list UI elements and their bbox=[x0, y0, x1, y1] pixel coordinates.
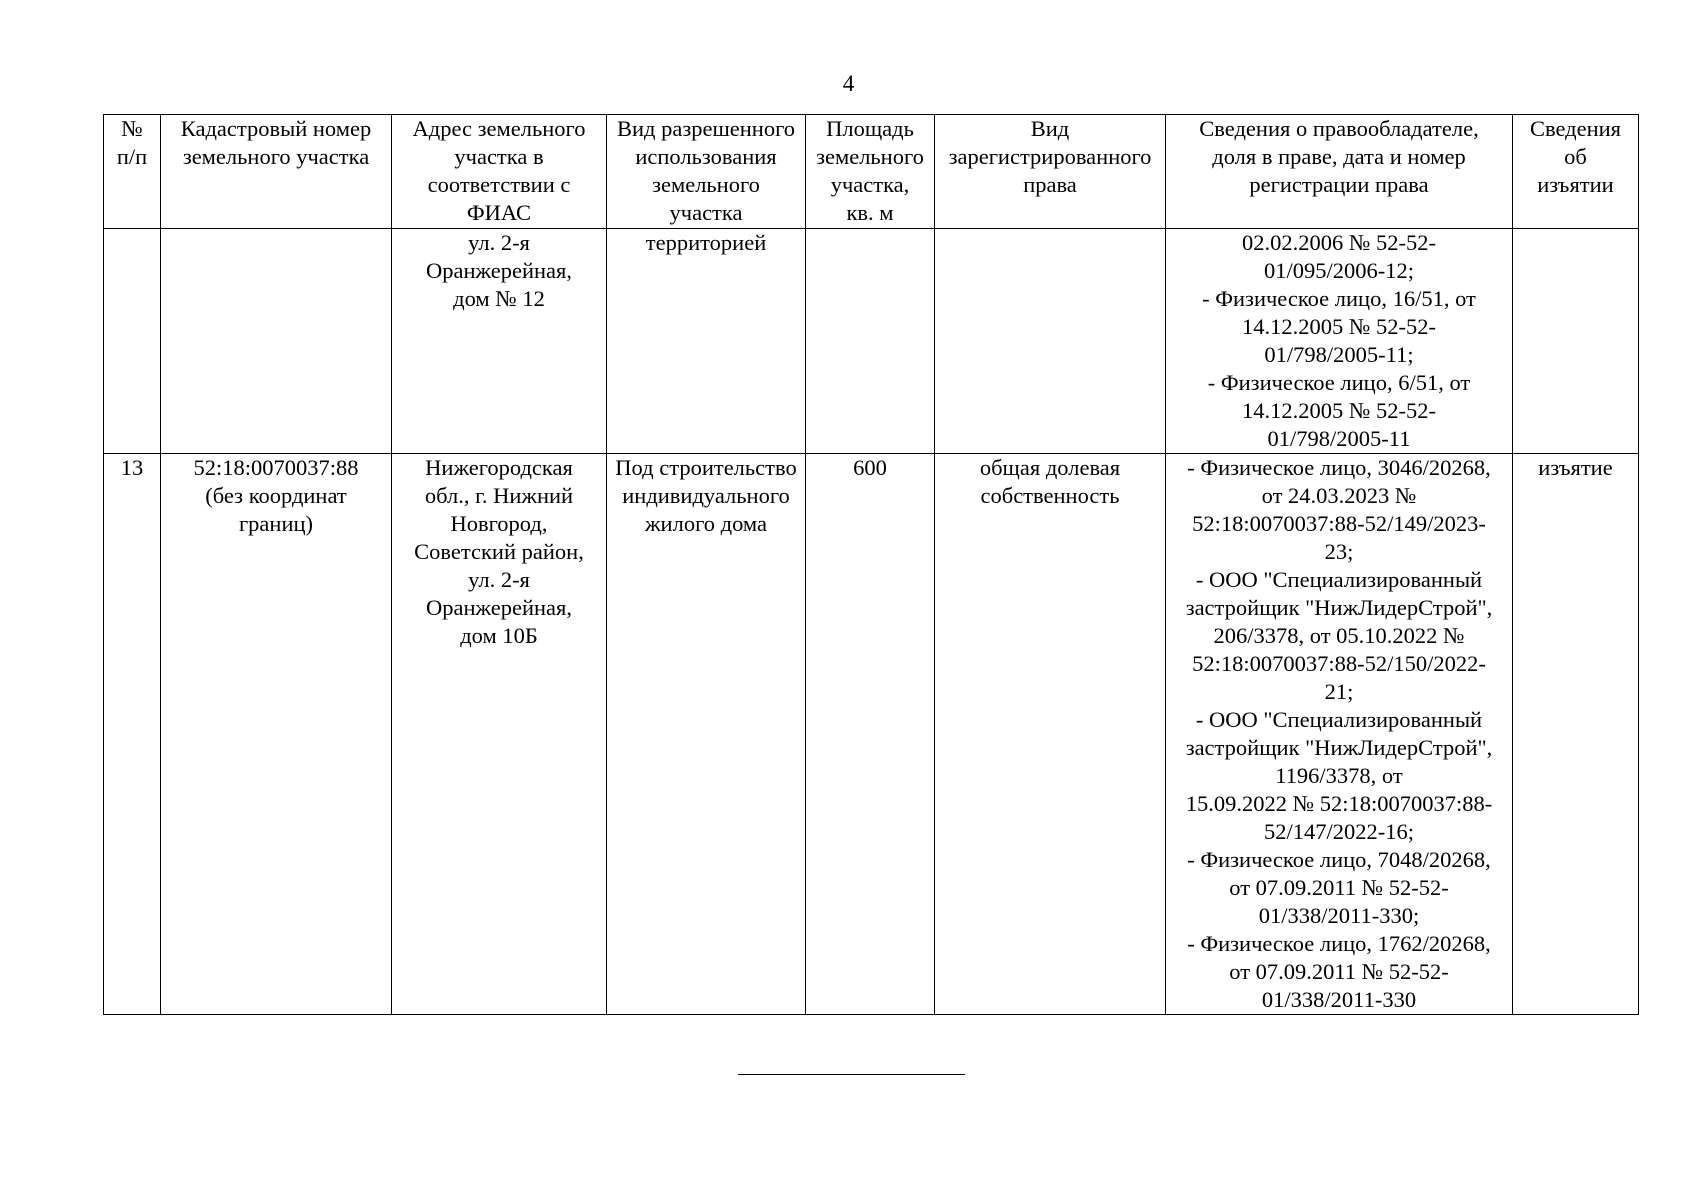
table-row bbox=[104, 229, 1639, 454]
cell-text-line: от 24.03.2023 № bbox=[1261, 483, 1417, 508]
cell-text-line: соответствии с bbox=[427, 172, 571, 197]
cell-text-line: - Физическое лицо, 1762/20268, bbox=[1187, 931, 1491, 956]
cell-right-type bbox=[935, 229, 1166, 454]
header-row-number bbox=[104, 115, 161, 229]
cell-text-line: права bbox=[1023, 172, 1077, 197]
cell-text-line: жилого дома bbox=[645, 511, 767, 536]
cell-text-line: - Физическое лицо, 6/51, от bbox=[1207, 370, 1471, 395]
cell-row-number bbox=[104, 454, 161, 1015]
cell-seizure-info bbox=[1513, 229, 1639, 454]
cell-text-line: земельного bbox=[816, 144, 924, 169]
header-permitted-use bbox=[607, 115, 806, 229]
cell-text-line: Сведения о правообладателе, bbox=[1199, 116, 1479, 141]
cell-text-line: Под строительство bbox=[615, 455, 797, 480]
cell-text-line: - Физическое лицо, 16/51, от bbox=[1202, 286, 1476, 311]
page-number: 4 bbox=[842, 71, 855, 96]
cell-text-line: об bbox=[1564, 144, 1587, 169]
cell-area bbox=[806, 229, 935, 454]
cell-address bbox=[392, 229, 607, 454]
cell-text-line: Кадастровый номер bbox=[180, 116, 372, 141]
cell-text-line: ФИАС bbox=[466, 200, 532, 225]
footnote-rule bbox=[738, 1074, 965, 1075]
cell-text-line: Вид разрешенного bbox=[616, 116, 796, 141]
cell-text-line: 23; bbox=[1324, 539, 1354, 564]
cell-text-line: кв. м bbox=[846, 200, 894, 225]
cell-text-line: Оранжерейная, bbox=[425, 595, 573, 620]
cell-text-line: 52:18:0070037:88-52/149/2023- bbox=[1192, 511, 1486, 536]
cell-text-line: 14.12.2005 № 52-52- bbox=[1242, 314, 1436, 339]
header-area bbox=[806, 115, 935, 229]
cell-text-line: Советский район, bbox=[414, 539, 584, 564]
cell-text-line: застройщик "НижЛидерСтрой", bbox=[1185, 595, 1493, 620]
cell-text-line: - Физическое лицо, 3046/20268, bbox=[1187, 455, 1491, 480]
cell-text-line: Нижегородская bbox=[425, 455, 573, 480]
header-right-type bbox=[935, 115, 1166, 229]
cell-text-line: земельного bbox=[652, 172, 760, 197]
cell-text-line: участка, bbox=[830, 172, 910, 197]
cell-text-line: ул. 2-я bbox=[468, 230, 530, 255]
cell-text-line: границ) bbox=[238, 511, 314, 536]
cell-text-line: собственность bbox=[980, 483, 1120, 508]
cell-text-line: застройщик "НижЛидерСтрой", bbox=[1185, 735, 1493, 760]
cell-text-line: от 07.09.2011 № 52-52- bbox=[1229, 959, 1449, 984]
cell-text-line: 01/338/2011-330; bbox=[1258, 903, 1420, 928]
cell-text-line: индивидуального bbox=[622, 483, 790, 508]
cell-text-line: 52:18:0070037:88-52/150/2022- bbox=[1192, 651, 1486, 676]
cell-text-line: дом № 12 bbox=[453, 286, 545, 311]
cell-text-line: 15.09.2022 № 52:18:0070037:88- bbox=[1185, 791, 1493, 816]
cell-seizure-info bbox=[1513, 454, 1639, 1015]
cell-text-line: регистрации права bbox=[1249, 172, 1429, 197]
cell-text-line: Сведения bbox=[1529, 116, 1622, 141]
cell-text-line: ул. 2-я bbox=[468, 567, 530, 592]
cell-text-line: - ООО "Специализированный bbox=[1195, 707, 1483, 732]
header-seizure-info bbox=[1513, 115, 1639, 229]
cell-text-line: Площадь bbox=[826, 116, 914, 141]
cell-text-line: земельного участка bbox=[182, 144, 370, 169]
cell-text-line: Вид bbox=[1030, 116, 1070, 141]
cell-text-line: территорией bbox=[645, 230, 767, 255]
cell-text-line: 600 bbox=[853, 455, 887, 480]
header-address bbox=[392, 115, 607, 229]
cell-text-line: использования bbox=[635, 144, 777, 169]
cell-text-line: № bbox=[121, 116, 143, 141]
cell-text-line: Адрес земельного bbox=[412, 116, 586, 141]
cell-text-line: обл., г. Нижний bbox=[424, 483, 574, 508]
cell-right-holder bbox=[1166, 454, 1513, 1015]
cell-text-line: 13 bbox=[120, 455, 144, 480]
cell-text-line: доля в праве, дата и номер bbox=[1212, 144, 1466, 169]
land-plot-registry-table bbox=[103, 114, 1639, 1015]
cell-permitted-use bbox=[607, 454, 806, 1015]
cell-text-line: дом 10Б bbox=[460, 623, 538, 648]
cell-text-line: изъятии bbox=[1537, 172, 1614, 197]
cell-permitted-use bbox=[607, 229, 806, 454]
cell-row-number bbox=[104, 229, 161, 454]
cell-text-line: 14.12.2005 № 52-52- bbox=[1242, 398, 1436, 423]
table-row bbox=[104, 454, 1639, 1015]
cell-text-line: 1196/3378, от bbox=[1275, 763, 1403, 788]
cell-text-line: 01/798/2005-11; bbox=[1264, 342, 1414, 367]
cell-text-line: общая долевая bbox=[979, 455, 1121, 480]
cell-text-line: 21; bbox=[1324, 679, 1354, 704]
cell-text-line: Оранжерейная, bbox=[425, 258, 573, 283]
header-cadastral-number bbox=[161, 115, 392, 229]
cell-cadastral-number bbox=[161, 229, 392, 454]
cell-text-line: Новгород, bbox=[450, 511, 548, 536]
table-header-row bbox=[104, 115, 1639, 229]
cell-text-line: 01/798/2005-11 bbox=[1267, 426, 1411, 451]
cell-text-line: от 07.09.2011 № 52-52- bbox=[1229, 875, 1449, 900]
cell-text-line: 52/147/2022-16; bbox=[1264, 819, 1414, 844]
cell-right-holder bbox=[1166, 229, 1513, 454]
cell-text-line: п/п bbox=[116, 144, 148, 169]
cell-text-line: 01/095/2006-12; bbox=[1264, 258, 1414, 283]
cell-area bbox=[806, 454, 935, 1015]
cell-text-line: 52:18:0070037:88 bbox=[193, 455, 359, 480]
cell-text-line: - Физическое лицо, 7048/20268, bbox=[1187, 847, 1491, 872]
cell-text-line: участка bbox=[669, 200, 743, 225]
cell-text-line: (без координат bbox=[205, 483, 347, 508]
cell-text-line: изъятие bbox=[1538, 455, 1613, 480]
cell-text-line: 206/3378, от 05.10.2022 № bbox=[1213, 623, 1465, 648]
cell-text-line: - ООО "Специализированный bbox=[1195, 567, 1483, 592]
cell-text-line: 02.02.2006 № 52-52- bbox=[1242, 230, 1436, 255]
cell-text-line: участка в bbox=[454, 144, 544, 169]
cell-right-type bbox=[935, 454, 1166, 1015]
cell-text-line: зарегистрированного bbox=[948, 144, 1152, 169]
cell-address bbox=[392, 454, 607, 1015]
header-right-holder bbox=[1166, 115, 1513, 229]
cell-cadastral-number bbox=[161, 454, 392, 1015]
cell-text-line: 01/338/2011-330 bbox=[1261, 987, 1417, 1012]
